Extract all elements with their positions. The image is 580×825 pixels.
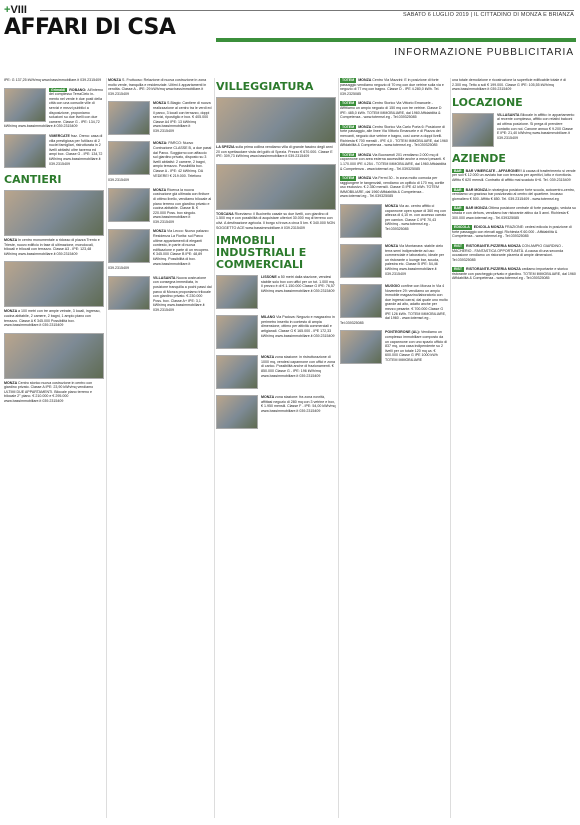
listing-photo (340, 284, 382, 318)
listing (108, 101, 212, 136)
section-cantieri: CANTIERI (4, 172, 62, 186)
listing-photo (108, 141, 150, 175)
listing-location: EDICOLA MONZA (473, 225, 505, 230)
listing-photo (4, 88, 46, 122)
section-aziende: AZIENDE (452, 151, 506, 165)
listing-description: a 100 metri con tre ampie vetrate, 3 locali, ingresso, cucina abitabile, 2 camere, 2 bagni, 1 ampio piano con terrazzo. Classe A € 345.000 Possibilità box. www.bassimmobiliare.it 039.2315409 (4, 309, 101, 328)
agency-logo: BAR (454, 206, 462, 211)
listing (340, 284, 448, 325)
listing-photo (4, 333, 104, 379)
kicker: INFORMAZIONE PUBBLICITARIA (394, 47, 574, 58)
listing-description: una totale demolizione e ricostruzione la superficie edificabile totale è di 2.300 mq. Tetto a soli € 199.000. Classe G IPE: 105,55 kWh/mq www.bassimmobiliare.it 039.2315409 (452, 78, 567, 92)
listing-text (452, 206, 576, 219)
listing (452, 225, 576, 239)
listing-location: VILLASANTA (497, 112, 521, 117)
listing-text (261, 315, 335, 337)
listing-text (385, 204, 446, 231)
listing (340, 125, 448, 148)
listing-location: VILLASANTA (153, 275, 177, 280)
agency-logo: TOTEM (342, 152, 355, 157)
listing-text (153, 101, 212, 133)
listing-text (452, 78, 566, 91)
listing-text (108, 78, 206, 96)
listing (340, 330, 448, 365)
listing-text (4, 78, 101, 82)
listing (4, 134, 104, 169)
listing (4, 261, 104, 327)
listing-text (4, 238, 100, 256)
listing-location: BAR MONZA (465, 187, 489, 192)
listing (216, 315, 336, 350)
listing-text (340, 125, 448, 147)
listing-photo (108, 276, 150, 310)
ads-list (216, 275, 336, 430)
agency-logo: TOTEM (342, 176, 355, 181)
listing-text (216, 145, 333, 158)
listing-location: BAR VIMERCATE - AFFARONE!!! (465, 168, 523, 173)
ads-list (108, 78, 212, 313)
listing-description: Bilocale in affitto: in appartamento al recente complesso, affitto con relativi balconi ad ottima posizione. Si prega di prendere contatto con noi. Canone annuo € 9.200 Classe E IPE: 21,40 kWh/mq www.bassimmobiliare.it 039.2315409 (497, 112, 575, 140)
agency-logo: RIST (454, 243, 462, 248)
listing-text (452, 244, 563, 262)
listing-location: RISTORANTE-PIZZERIA MONZA (465, 243, 522, 248)
listing-description: confine con Monza in Via 4 Novembre 29: vendiamo un ampio immobile magazzino/laboratorio con due ingressi carrai, dal quale uno molto grande ad alto, adatto anche per mezzo pesante. € 700.000 Classe G IPE 126 kWh. TOTEM IMMOBILIARE, dal 1960 - www.totemsrl.eg - Tel.039325085 (340, 284, 448, 325)
listing-location: MONZA (4, 380, 19, 385)
listing-description: Riceviamo: il Bucinetto casale su due livelli, con giardino di 1.500 mq e con possibilità di acquistare ulteriori 30.000 mq di terreno con ulivi. A destinazione agricola. Il borgo si trova a circa 5 km. € 340.000 NON SOGGETTO ACE www.bassimmobiliare.it 039.2315409 (216, 211, 335, 230)
green-bar (216, 38, 576, 42)
column-5 (452, 78, 576, 286)
column-3 (216, 78, 336, 435)
listing-location: LA SPEZIA (216, 145, 236, 149)
listing-text (153, 276, 212, 312)
listing (340, 204, 448, 239)
listing-location: MONZA (358, 152, 373, 157)
ads-list (452, 169, 576, 281)
listing-photo (216, 355, 258, 389)
listing (4, 88, 104, 129)
listing-location: MONZA (261, 355, 276, 360)
listing-photo (340, 244, 382, 278)
listing-location: MONZA (261, 395, 276, 400)
listing-description: S.Biagio: Cantiere di nuova realizzazione al centro tra le verdi ed il parco, 3 locali con terrazzo, doppi servizi, ripostiglio e box. € 405.000 Classe A4 IPE: 13 kWh/mq www.bassimmobiliare.it 039.2315409 (153, 101, 212, 133)
column-rule (338, 78, 339, 818)
listing-location: MONZA (4, 237, 19, 242)
listing-text (261, 355, 335, 377)
header-rule (40, 10, 574, 11)
listing-description: zona stazione: in ristrutturazione di 1000 mq, vendesi capannone con uffici e zona di carico. Possibilità anche di frazionamenti. € 850.000 Classe G - IPE: 196 kWh/mq www.bassimmobiliare.it 039.2315409 (261, 355, 336, 378)
listing-text (385, 330, 447, 362)
listing (452, 206, 576, 220)
ads-list (340, 78, 448, 365)
column-rule (450, 78, 451, 818)
listing-location: MONZA (385, 244, 400, 249)
column-4 (340, 78, 448, 370)
listing-description: A causa di trasferimento si vende per soli € 12.000 un avviato bar con terrazza per aperitivi, lotto e ricevitoria. Affitto € 620 mensili. Contratto di affitto mai scaduto 6+6. Tel. 039.2315409 (452, 168, 576, 182)
listing-location: MONZA (153, 101, 168, 106)
column-rule (214, 78, 215, 818)
listing-text (4, 381, 93, 403)
listing-location: MONZA (358, 176, 373, 181)
agency-logo: BAR (454, 187, 462, 192)
listing-location: MONZA (358, 78, 373, 82)
agency-logo: TOTEM (342, 78, 355, 82)
listing-description: Centro storico nuova costruzione in centro con giardino privato. Classe A IPE: 23,90 kWh/mq vendiamo ULTIMI DUE APPARTAMENTI. Bilocale piano terreno e bilocale 2° piano. € 210.000 e € 295.000 www.bassimmobiliare.it 039.2315409 (4, 380, 94, 404)
listing-text (216, 212, 335, 230)
listing-photo (340, 330, 382, 364)
listing (452, 267, 576, 281)
page-header (0, 0, 580, 70)
agency-logo: RIST (454, 267, 462, 272)
listing (340, 153, 448, 171)
listing-location: MILANO (261, 315, 277, 320)
listing-location: VIMERCATE (49, 133, 71, 138)
listing-photo (340, 204, 382, 238)
ads-list (4, 78, 104, 169)
listing-text (452, 169, 576, 182)
listing-location: RISTORANTE-PIZZERIA MONZA (465, 267, 522, 272)
listing-description: CON AMPIO GIARDINO - MACHERIO - FANTASTICA OPPORTUNITÀ. A causa di una seconda occasione vendiamo un ristorante pizzeria di ampie dimensioni. Tel.039325085 (452, 243, 564, 262)
listing-text (452, 188, 575, 201)
listing-text (4, 309, 101, 327)
listing-text (153, 188, 211, 224)
listing-photo (216, 275, 258, 309)
listing-description: Via Padova: Negozio e magazzino in perimetro inserito in contesto di ampia dimensione, ottimo per attività commerciali e artigianali. Classe G € 165.000 - IPE 172,33 kWh/mq www.bassimmobiliare.it 039.2315409 (261, 315, 335, 338)
agency-logo: TOTEM (342, 101, 355, 106)
listing (216, 395, 336, 430)
column-1 (4, 78, 104, 409)
listing-description: IPE: G 137,25 kWh/mq www.bassimmobiliare.it 039.2315409 (4, 78, 102, 82)
listing-location: BAR MONZA (465, 206, 489, 211)
listing-description: Vendiamo un complesso immobiliare composto da un capannone con uno spazio ufficio di 837 mq, una casa indipendente su 2 livelli per un totale 120 mq ca. € 600.000 Classe G IPE 1000 kWh TOTEM IMMOBILIARE (385, 330, 448, 362)
listing-location: MONZA (358, 101, 373, 106)
listing-description: Via Buonarroti 201 vendiamo 2.000 mq di capannone con area esterna accessibile anche a mezzi pesanti. € 1.170.000 IPE 4.254 - TOTEM IMMOBILIARE, dal 1960 Affidabilità & Competenza - www.totemsrl.eg - Tel.039325085 (340, 152, 447, 171)
listing (108, 229, 212, 270)
listing-photo (216, 315, 258, 349)
listing (340, 244, 448, 279)
listing-location: MONZA (358, 124, 373, 129)
listing-description: S. Fruttuoso: Relazione di nuova costruzione in zona molto verde, tranquilla e residenziale. Ultimi 4 appartamenti in vendita. Classe A - IPE: 29 kWh/mq www.bassimmobiliare.it 039.2315409 (108, 78, 207, 96)
listing-photo (216, 97, 336, 143)
listing-location: MONZA (385, 204, 400, 209)
listing-location: ROBANO: (69, 87, 88, 92)
listing-description: Via Fermi 30 - In zona molto comoda per raggiungere le tangenziali, vendiamo un opificio di 170 mq, cortile uso esclusivo. € 2.350 mensili. Classe G IPE 42 kWh. TOTEM IMMOBILIARE, dal 1960 Affidabilità & Competenza - www.totemsrl.eg - Tel.039325085 (340, 176, 445, 199)
listing-description: fraz. Oreno: casa di villa prestigiosa per l'utilizzo di 2 nuclei famigliari, ristrutturata in 2 livelli abitativi oltre taverna ed ampi box. Classe G - IPE: 134,72 kWh/mq www.bassimmobiliare.it 039.2315409 (49, 133, 103, 166)
listing (216, 275, 336, 310)
listing (216, 97, 336, 159)
listing-photo (4, 261, 104, 307)
section-locazione: LOCAZIONE (452, 95, 523, 109)
listing-description: Via ac. centro affitto ci capannone open space di 360 mq con altezza di 4,10 m. con accesso carraio per camion. Classe C IPE 70,43 kWh/mq - www.totemsrl.eg - Tel.039325085 (385, 204, 447, 232)
column-rule (106, 78, 107, 818)
listing-photo (108, 101, 150, 135)
listing (4, 78, 104, 83)
section-villeggiatura: VILLEGGIATURA (216, 80, 314, 93)
listing-description: cediamo importante e storico ristorante con parcheggio privato e giardino. TOTEM IMMOBILIARE, dal 1960 Affidabilità & Competenza - www.totemsrl.eg - Tel.039325085 (452, 267, 576, 281)
listing (108, 78, 212, 96)
listing-text (385, 244, 444, 276)
page-title: AFFARI DI CSA (4, 15, 176, 40)
listing-location: PONTEGRONE (AL): (385, 330, 421, 335)
listing-location: MUGGIO (385, 284, 401, 289)
column-2 (108, 78, 212, 318)
listing-description: PARCO: Nuovo Contruzione CLASSE B, a due passi dal Parco. Soggiorno con affaccio sul giardino privato, disposto su 3 livelli abitativi: 2 camere, 2 bagni, ampio terrazzo. Possibilità box. Classe A - IPE: 42 kWh/mq. DA VEDERE! € 219.000. Telefono 039.2315409 (108, 141, 212, 183)
listing (452, 169, 576, 183)
listing-description: Centro Storico Via Vittorio Emanuele - Affittiamo un ampio negozio di 150 mq con tre vetrine. Classe D IPE: 485,0 kWh. TOTEM IMMOBILIARE, dal 1960 Affidabilità & Competenza - www.totemsrl.eg - Tel.039325085 (340, 101, 442, 120)
page-number: +VIII (4, 4, 27, 16)
section-immobili: IMMOBILI INDUSTRIALI E COMMERCIALI (216, 234, 307, 272)
listing-photo (216, 395, 258, 429)
listing (4, 190, 104, 256)
listing (108, 141, 212, 182)
listing-description: Ottima posizione centrale di forte passaggio, veduta su strada e con dehors, vendiamo bar ristorante attivo da 5 anni. Richiesta € 300.000 www.totemsrl.eg - Tel.039325085 (452, 206, 576, 220)
listing-location: MONZA (4, 309, 19, 314)
listing-description: Nuova costruzione con consegna immediata, in posizione tranquilla a pochi passi dal parco di Monza proponiamo trilocale con giardino privato. € 230.000 Poss. box. Classe A+ IPE: 3,1 kWh/mq www.bassimmobiliare.it 039.2315409 (153, 275, 212, 312)
listing-location: MONZA: (153, 141, 169, 146)
listing-photo (4, 190, 104, 236)
agency-logo: BAR (454, 168, 462, 173)
listing-description: Via Lecco: Nuovo palazzo Residenza La Fiorita: sul Parco ultime appartamenti di eleganti contesto, in parte di nuova edificazione e parte di un recupero. € 345.000 Classe B IPE: 48,89 kWh/mq. Possibilità di box. www.bassimmobiliare.it 039.2315409 (108, 229, 210, 271)
listing-text (261, 395, 336, 413)
listing-description: Ricerca la nuova costruzione già ultimata con finiture di ottimo livello, vendiamo bilocale al piano terreno con giardino privato e cucina abitabile. Classe B. € 220.000 Poss. box singolo. www.bassimmobiliare.it 039.2315409 (153, 187, 212, 224)
listing-location: MONZA (108, 78, 123, 82)
listing (452, 244, 576, 262)
listing (452, 113, 576, 148)
listing-description: Centro Via Mazzini: E in posizione di forte passaggio vendiamo negozio di 70 mq con due vetrine sulla via e negozio di 77 mq con bagno. Classe D - IPE 4.280,0 kWh. Tel. 039.2325085 (340, 78, 444, 96)
listing-description: FRAZIONE: cedesi edicola in posizione di forte passaggio con elevati aggi. Richiesta € 60.000 - Affidabilità & Competenza - www.totemsrl.eg - Tel.039325085 (452, 225, 572, 239)
listing (216, 355, 336, 390)
listing-description: Centro Storico Via Carlo Porta 6: Posizione di forte passaggio, alle linee Via Vittorio Emanuele e di Piazza dei mercanti, negozio due vetrine e bagno, così come a doppi livelli. Richiesta € 700 mensili - IPE 4,0 - TOTEM IMMOBILIARE, dal 1960 Affidabilità & Competenza - www.totemsrl.eg - Tel.039325085 (340, 124, 448, 148)
listing-location: MONZA (153, 229, 168, 234)
listing-description: In strategica posizione forte scuola, autocentro-centro, vendiamo un grazioso bar posizionato al centro del quartiere. Incasso giornaliero € 500. Affitto € 850. Tel. 039.2315409 - www.totemsrl.eg (452, 187, 575, 201)
listing-photo (108, 229, 150, 263)
listing (108, 188, 212, 225)
agency-logo: EDICOLA (454, 225, 470, 230)
listing-photo (108, 188, 150, 222)
listing-description: All'interno del complesso TerraCielo in-mento nel verde è due posti della città con una consolle ville di servizi e mezzi pubblici a disposizione, proponiamo soluzioni su due livelli con due camere. Classe G - IPE: 134,72 kWh/mq www.bassimmobiliare.it 039.2315409 (4, 87, 104, 129)
listing-description: a 50 metri dalla stazione, vendesi stabile solo box con uffici per un tot. 1.000 mq. Il prezzo è di € 1.150.000 Classe G IPE: 76,57 kWh/mq www.bassimmobiliare.it 039.2315409 (261, 275, 336, 293)
dateline: SABATO 6 LUGLIO 2019 | IL CITTADINO DI MONZA E BRIANZA (403, 12, 574, 18)
listing-text (497, 113, 574, 140)
listing (452, 188, 576, 202)
listing (4, 333, 104, 404)
listing-text (49, 134, 102, 166)
listing-description: Via Montanara: stabile cielo terra semi indipendente ad uso commerciale e laboratorio, ideale per un ristorante o lounge bar, scuola, palestra etc. Classe B IPE: 54,46 kWh/mq www.bassimmobiliare.it 039.2315409 (385, 244, 445, 276)
listing (108, 276, 212, 313)
listing (340, 176, 448, 199)
ads-list (216, 97, 336, 230)
listing-photo (452, 113, 494, 147)
ads-list (452, 113, 576, 148)
listing-text (261, 275, 335, 293)
listing (340, 78, 448, 96)
ads-list (4, 190, 104, 404)
agency-logo: TOTEM (342, 124, 355, 129)
agency-logo: Grimaldi (51, 87, 66, 92)
listing-text (452, 267, 576, 280)
listing-description: In centro monumentale a ridosso di piazza Trento e Trieste, nuovo edificio in fase di ultimazione, monolocali, bilocali e trilocali con terrazzo. Classe A3 - IPE: 123,48 kWh/mq www.bassimmobiliare.it 039.2315409 (4, 237, 100, 256)
listing-description: zona stazione: fra zona novrità, affittasi negozio di 280 mq con 3 vetrine e box, € 1.950 mensili. Classe F - IPE: 54,00 kWh/mq www.bassimmobiliare.it 039.2315409 (261, 395, 336, 413)
listing-photo (4, 134, 46, 168)
listing (216, 164, 336, 230)
listing (452, 78, 576, 92)
listing-location: MONZA (153, 187, 168, 192)
listing-location: LISSONE (261, 275, 278, 280)
listing-photo (216, 164, 336, 210)
listing-description: sulla prima collina vendiamo villa di grande fascino degli anni 20 con spettacolare vista del golfo di Spezia. Prezzo € 670.000. Classe E IPE: 309,73 kWh/mq www.bassimmobiliare.it 039.2315409 (216, 145, 333, 159)
ads-list (452, 78, 576, 92)
listing (340, 101, 448, 119)
listing-location: TOSCANA (216, 211, 235, 216)
